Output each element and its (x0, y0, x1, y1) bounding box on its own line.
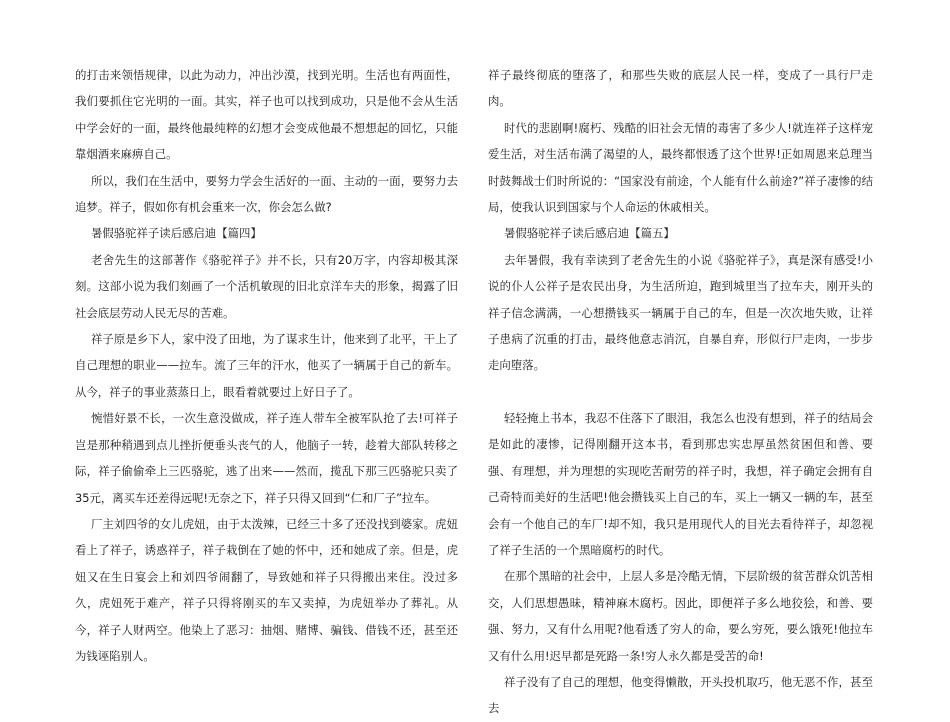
paragraph: 祥子最终彻底的堕落了，和那些失败的底层人民一样，变成了一具行尸走肉。 (488, 68, 873, 109)
paragraph: 所以，我们在生活中，要努力学会生活好的一面、主动的一面，要努力去追梦。祥子，假如你有机会重来一次，你会怎么做? (75, 173, 458, 215)
paragraph: 去年暑假，我有幸读到了老舍先生的小说《骆驼祥子》，真是深有感受!小说的仆人公祥子是农民出身，为生活所迫，跑到城里当了拉车夫，刚开头的祥子信念满满，一心想攒钱买一辆属于自己的车，但是一次次地失败，让祥子患病了沉重的打击，最终他意志消沉，自暴自弃，形似行尸走肉，一步步走向堕落。 (488, 252, 873, 373)
section-heading-5: 暑假骆驼祥子读后感启迪【篇五】 (503, 226, 675, 241)
paragraph: 时代的悲剧啊!腐朽、残酷的旧社会无情的毒害了多少人!就连祥子这样宠爱生活，对生活布满了渴望的人，最终都恨透了这个世界!正如周恩来总理当时鼓舞战士们时所说的：“国家没有前途，个人能有什么前途?”祥子凄惨的结局，使我认识到国家与个人命运的休戚相关。 (488, 120, 873, 215)
right-text-column (488, 62, 873, 722)
paragraph: 的打击来领悟规律，以此为动力，冲出沙漠，找到光明。生活也有两面性，我们要抓住它光明的一面。其实，祥子也可以找到成功，只是他不会从生活中学会好的一面，最终他最纯粹的幻想才会变成他最不想想起的回忆，只能靠烟酒来麻痹自己。 (75, 68, 458, 162)
paragraph: 在那个黑暗的社会中，上层人多是冷酷无情，下层阶级的贫苦群众饥苦相交，人们思想愚昧，精神麻木腐朽。因此，即便祥子多么地狡狯，和善、要强、努力，又有什么用呢?他看透了穷人的命，要么穷死，要么饿死!他拉车又有什么用!迟早都是死路一条!穷人永久都是受苦的命! (488, 569, 873, 663)
section-heading-4: 暑假骆驼祥子读后感启迪【篇四】 (90, 226, 262, 241)
paragraph: 轻轻掩上书本，我忍不住落下了眼泪，我怎么也没有想到，祥子的结局会是如此的凄惨，记得刚翻开这本书，看到那忠实忠厚虽然贫困但和善、要强、有理想，并为理想的实现吃苦耐劳的祥子时，我想，祥子确定会拥有自己奇特而美好的生活吧!他会攒钱买上自己的车，买上一辆又一辆的车，甚至会有一个他自己的车厂!却不知，我只是用现代人的目光去看待祥子，却忽视了祥子生活的一个黑暗腐朽的时代。 (488, 410, 873, 557)
paragraph: 祥子没有了自己的理想，他变得懒散，开头投机取巧，他无恶不作，甚至去 (488, 674, 873, 716)
paragraph: 厂主刘四爷的女儿虎妞，由于太泼辣，已经三十多了还没找到婆家。虎妞看上了祥子，诱惑祥子，祥子栽倒在了她的怀中，还和她成了亲。但是，虎妞又在生日宴会上和刘四爷闹翻了，导致她和祥子只得搬出来住。没过多久，虎妞死于难产，祥子只得将刚买的车又卖掉，为虎妞举办了葬礼。从今，祥子人财两空。他染上了恶习：抽烟、赌博、骗钱、借钱不还，甚至还为钱诬陷别人。 (75, 516, 458, 663)
paragraph: 惋惜好景不长，一次生意没做成，祥子连人带车全被军队抢了去!可祥子岂是那种稍遇到点儿挫折便垂头丧气的人，他脑子一转，趁着大部队转移之际，祥子偷偷牵上三匹骆驼，逃了出来——然而，揽乱下那三匹骆驼只卖了35元，离买车还差得远呢!无奈之下，祥子只得又回到“仁和厂子”拉车。 (75, 411, 458, 505)
left-text-column (75, 62, 458, 669)
paragraph: 祥子原是乡下人，家中没了田地，为了谋求生计，他来到了北平，干上了自己理想的职业——拉车。流了三年的汗水，他买了一辆属于自己的新车。从今，祥子的事业蒸蒸日上，眼看着就要过上好日子了。 (75, 332, 458, 399)
paragraph: 老舍先生的这部著作《骆驼祥子》并不长，只有20万字，内容却极其深刻。这部小说为我们刻画了一个活机敏现的旧北京洋车夫的形象，揭露了旧社会底层劳动人民无尽的苦难。 (75, 252, 458, 320)
blank-line (488, 379, 873, 405)
